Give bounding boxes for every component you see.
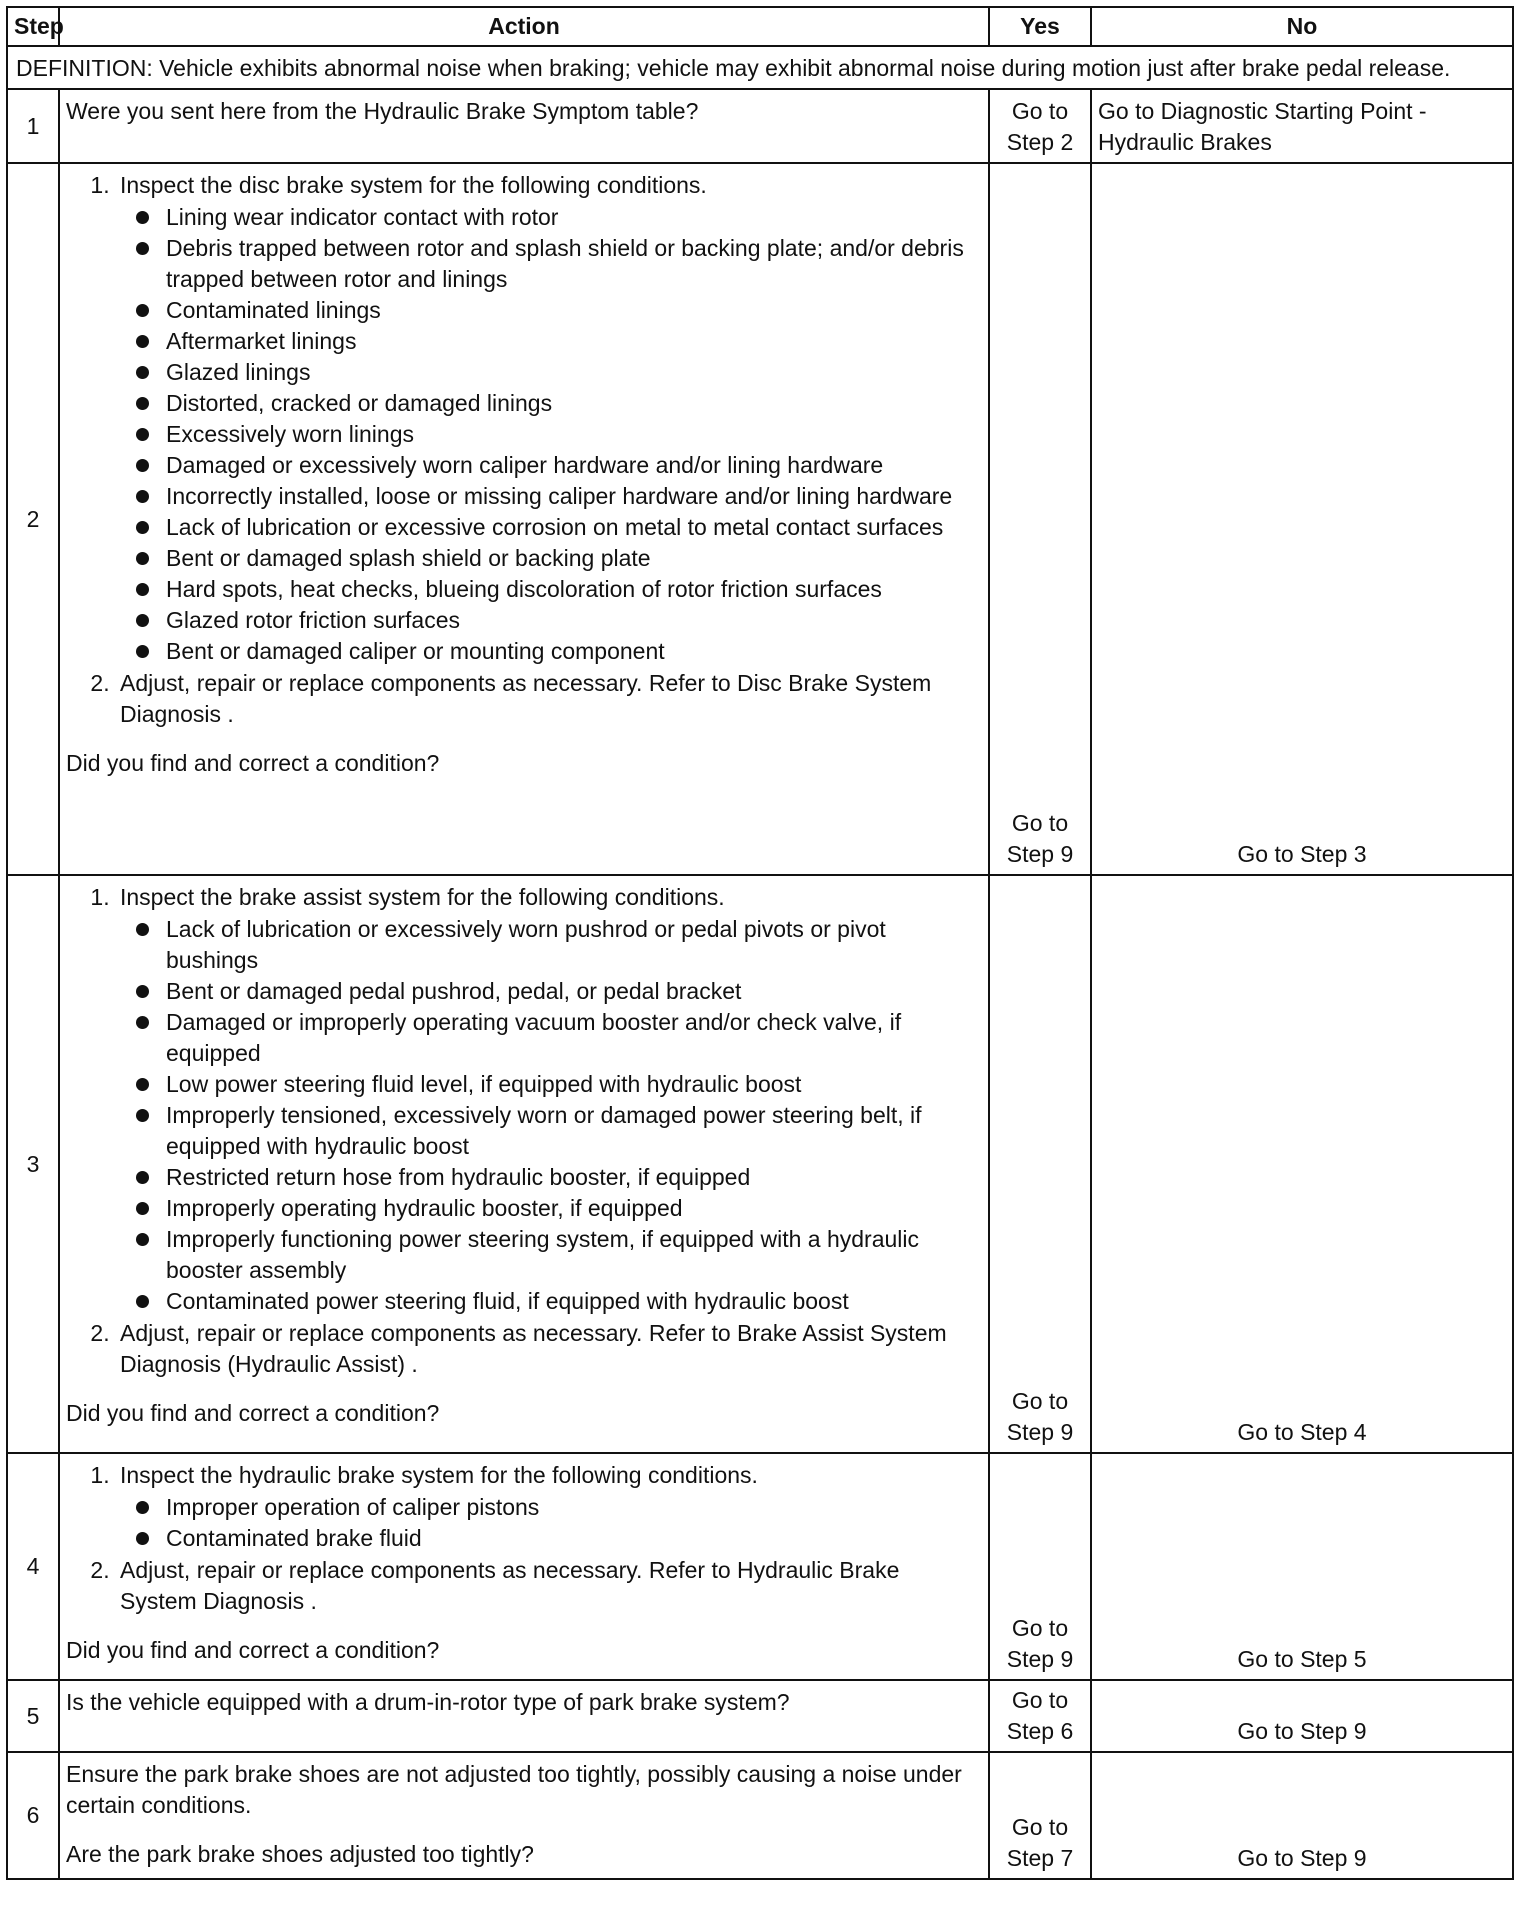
action-item-text: Inspect the disc brake system for the following conditions. (120, 172, 707, 198)
header-no: No (1091, 7, 1513, 46)
table-row-step-6 (7, 1752, 1513, 1879)
step-number: 2 (7, 163, 59, 875)
header-step: Step (7, 7, 59, 46)
action-item: 2. Adjust, repair or replace components as necessary. Refer to Hydraulic Brake System Diagnosis . (116, 1555, 982, 1617)
definition-row (7, 46, 1513, 89)
condition-item: Damaged or improperly operating vacuum booster and/or check valve, if equipped (166, 1007, 982, 1069)
action-item (116, 1460, 982, 1554)
step-question: Are the park brake shoes adjusted too tightly? (66, 1841, 534, 1867)
table-row-step-3 (7, 875, 1513, 1453)
yes-result: Go to Step 7 (989, 1752, 1091, 1879)
condition-item: Glazed rotor friction surfaces (166, 605, 982, 636)
yes-result: Go to Step 2 (989, 89, 1091, 163)
condition-item: Improper operation of caliper pistons (166, 1492, 982, 1523)
condition-item: Contaminated brake fluid (166, 1523, 982, 1554)
action-item: 2. Adjust, repair or replace components as necessary. Refer to Disc Brake System Diagnosis . (116, 668, 982, 730)
condition-item: Improperly functioning power steering system, if equipped with a hydraulic booster assembly (166, 1224, 982, 1286)
condition-item: Incorrectly installed, loose or missing caliper hardware and/or lining hardware (166, 481, 982, 512)
condition-item: Glazed linings (166, 357, 982, 388)
condition-item: Improperly operating hydraulic booster, if equipped (166, 1193, 982, 1224)
step-number: 1 (7, 89, 59, 163)
step-question: Were you sent here from the Hydraulic Brake Symptom table? (59, 89, 989, 163)
table-row-step-1 (7, 89, 1513, 163)
condition-item: Low power steering fluid level, if equipped with hydraulic boost (166, 1069, 982, 1100)
action-item: 2. Adjust, repair or replace components as necessary. Refer to Brake Assist System Diagnosis (Hydraulic Assist) . (116, 1318, 982, 1380)
step-number: 6 (7, 1752, 59, 1879)
condition-item: Bent or damaged pedal pushrod, pedal, or pedal bracket (166, 976, 982, 1007)
step-question: Did you find and correct a condition? (66, 1400, 440, 1426)
yes-result: Go to Step 9 (989, 875, 1091, 1453)
no-result: Go to Step 4 (1091, 875, 1513, 1453)
condition-item: Bent or damaged caliper or mounting component (166, 636, 982, 667)
step-instruction: Ensure the park brake shoes are not adjusted too tightly, possibly causing a noise under certain conditions. (66, 1761, 962, 1818)
condition-item: Lack of lubrication or excessive corrosion on metal to metal contact surfaces (166, 512, 982, 543)
condition-item: Aftermarket linings (166, 326, 982, 357)
header-action: Action (59, 7, 989, 46)
step-question: Did you find and correct a condition? (66, 750, 440, 776)
condition-item: Contaminated linings (166, 295, 982, 326)
diagnostic-table (6, 6, 1514, 1880)
table-row-step-2 (7, 163, 1513, 875)
condition-item: Bent or damaged splash shield or backing plate (166, 543, 982, 574)
header-row (7, 7, 1513, 46)
action-list (66, 1460, 982, 1617)
condition-item: Damaged or excessively worn caliper hardware and/or lining hardware (166, 450, 982, 481)
step-action (59, 1453, 989, 1680)
definition-text: DEFINITION: Vehicle exhibits abnormal noise when braking; vehicle may exhibit abnormal noise during motion just after brake pedal release. (7, 46, 1513, 89)
no-result: Go to Step 3 (1091, 163, 1513, 875)
yes-result: Go to Step 9 (989, 1453, 1091, 1680)
condition-list (120, 202, 982, 667)
table-row-step-4 (7, 1453, 1513, 1680)
step-number: 3 (7, 875, 59, 1453)
step-action (59, 163, 989, 875)
condition-item: Improperly tensioned, excessively worn or damaged power steering belt, if equipped with hydraulic boost (166, 1100, 982, 1162)
step-number: 4 (7, 1453, 59, 1680)
action-item-text: Inspect the hydraulic brake system for the following conditions. (120, 1462, 758, 1488)
condition-list (120, 914, 982, 1317)
action-item (116, 882, 982, 1317)
action-item (116, 170, 982, 667)
yes-result: Go to Step 6 (989, 1680, 1091, 1752)
action-list (66, 882, 982, 1380)
condition-item: Excessively worn linings (166, 419, 982, 450)
action-list (66, 170, 982, 730)
table-row-step-5 (7, 1680, 1513, 1752)
step-action (59, 1752, 989, 1879)
action-item-text: Inspect the brake assist system for the following conditions. (120, 884, 725, 910)
condition-item: Distorted, cracked or damaged linings (166, 388, 982, 419)
condition-item: Debris trapped between rotor and splash shield or backing plate; and/or debris trapped between rotor and linings (166, 233, 982, 295)
condition-list (120, 1492, 982, 1554)
condition-item: Restricted return hose from hydraulic booster, if equipped (166, 1162, 982, 1193)
condition-item: Lining wear indicator contact with rotor (166, 202, 982, 233)
header-yes: Yes (989, 7, 1091, 46)
no-result: Go to Step 9 (1091, 1680, 1513, 1752)
condition-item: Lack of lubrication or excessively worn pushrod or pedal pivots or pivot bushings (166, 914, 982, 976)
step-number: 5 (7, 1680, 59, 1752)
condition-item: Contaminated power steering fluid, if equipped with hydraulic boost (166, 1286, 982, 1317)
condition-item: Hard spots, heat checks, blueing discoloration of rotor friction surfaces (166, 574, 982, 605)
step-action (59, 875, 989, 1453)
yes-result: Go to Step 9 (989, 163, 1091, 875)
step-question: Did you find and correct a condition? (66, 1637, 440, 1663)
no-result: Go to Diagnostic Starting Point - Hydraulic Brakes (1091, 89, 1513, 163)
no-result: Go to Step 5 (1091, 1453, 1513, 1680)
no-result: Go to Step 9 (1091, 1752, 1513, 1879)
step-question: Is the vehicle equipped with a drum-in-rotor type of park brake system? (59, 1680, 989, 1752)
